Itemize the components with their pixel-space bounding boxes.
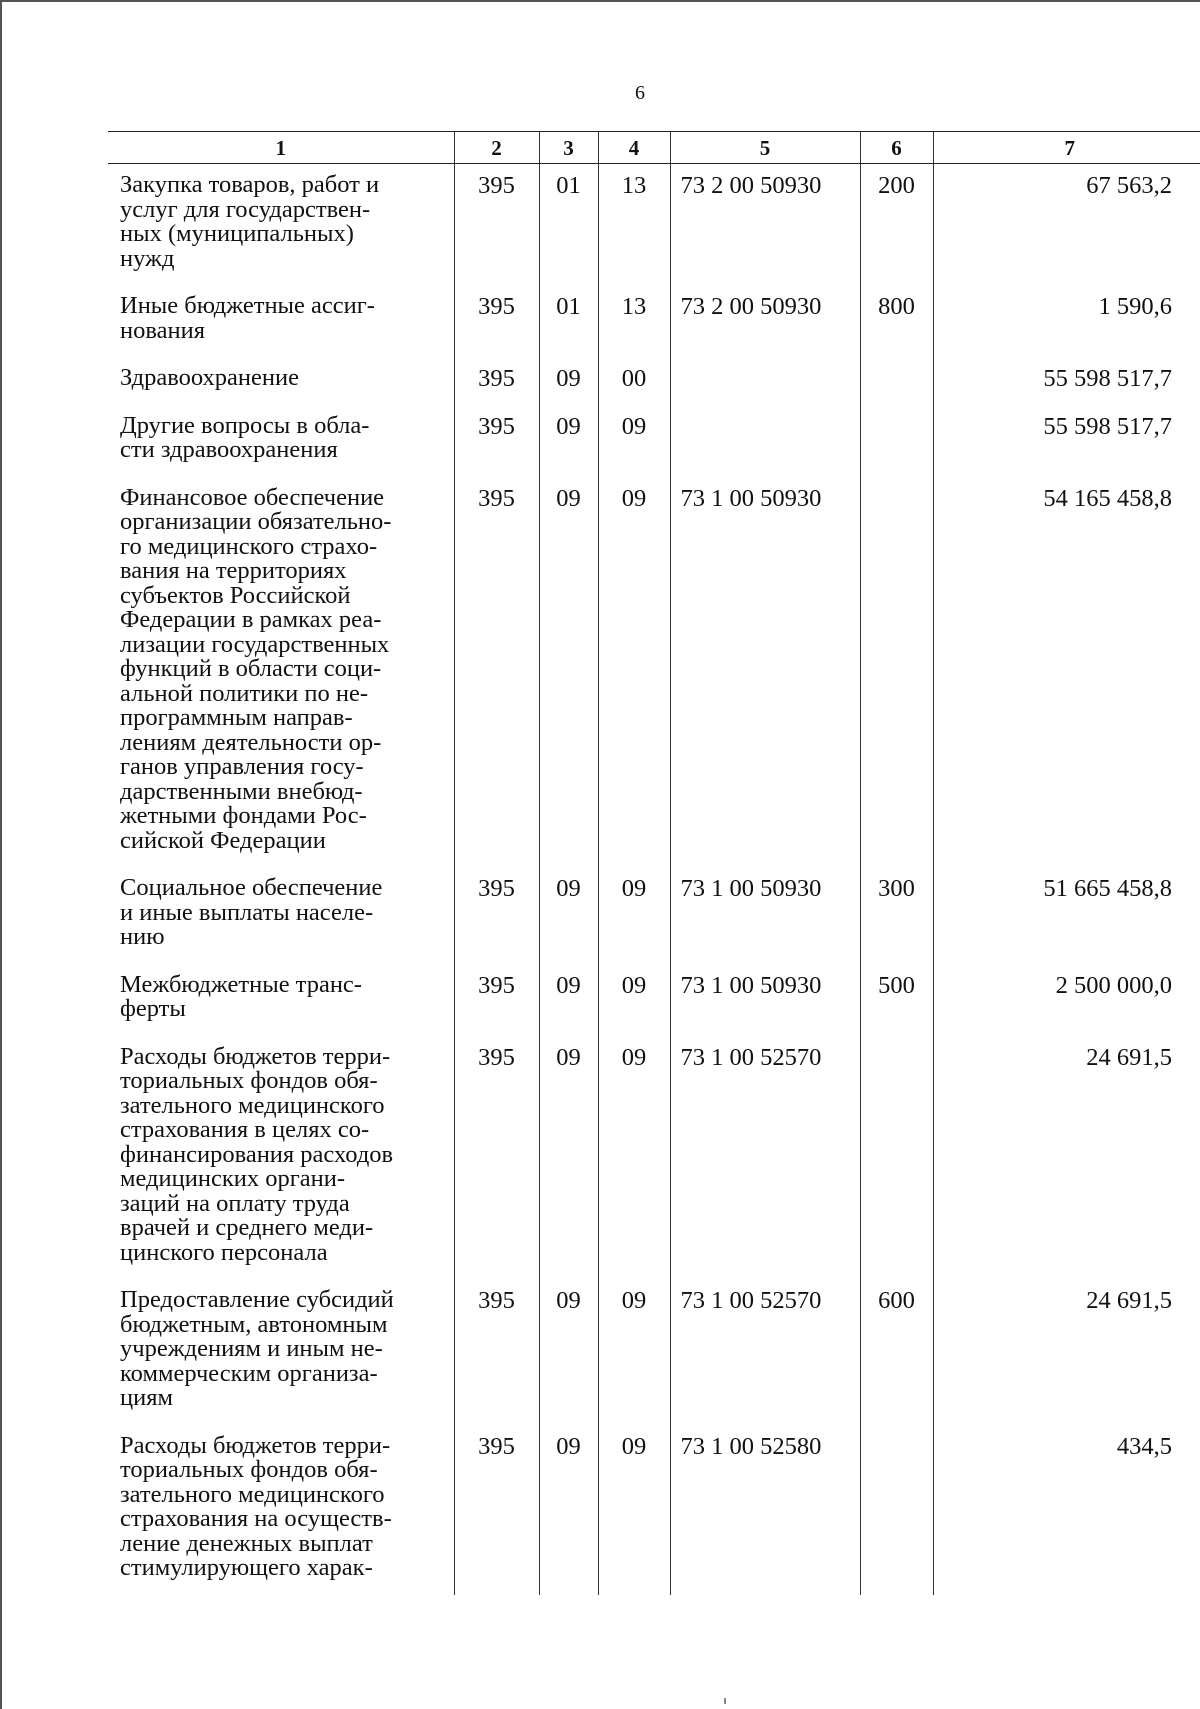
amount-value: 55 598 517,7 xyxy=(933,405,1200,477)
amount-value: 67 563,2 xyxy=(933,164,1200,286)
amount-value: 24 691,5 xyxy=(933,1036,1200,1280)
row-name: Другие вопросы в обла- сти здравоохранения xyxy=(120,411,370,463)
row-name-cell xyxy=(108,1279,454,1425)
amount-value: 55 598 517,7 xyxy=(933,357,1200,405)
row-name: Закупка товаров, работ и услуг для государствен- ных (муниципальных) нужд xyxy=(120,171,380,272)
row-name: Здравоохранение xyxy=(120,364,300,391)
header-col-2: 2 xyxy=(454,132,539,164)
row-name-cell xyxy=(108,867,454,964)
target-code: 73 1 00 52580 xyxy=(670,1425,860,1595)
section-code: 09 xyxy=(539,1036,598,1280)
page-number: 6 xyxy=(635,82,645,104)
row-name-cell xyxy=(108,964,454,1036)
row-name: Предоставление субсидий бюджетным, автономным учреждениям и иным не- коммерческим организа- циям xyxy=(120,1286,394,1411)
row-name-cell xyxy=(108,1036,454,1280)
row-name-cell xyxy=(108,405,454,477)
table-row xyxy=(108,867,1200,964)
section-code: 09 xyxy=(539,405,598,477)
subsection-code: 09 xyxy=(598,867,670,964)
target-code xyxy=(670,357,860,405)
subsection-code: 09 xyxy=(598,1425,670,1595)
kind-code xyxy=(860,405,933,477)
row-name-cell xyxy=(108,1425,454,1595)
header-col-5: 5 xyxy=(670,132,860,164)
amount-value: 1 590,6 xyxy=(933,285,1200,357)
section-code: 09 xyxy=(539,357,598,405)
table-row xyxy=(108,1279,1200,1425)
subsection-code: 00 xyxy=(598,357,670,405)
scan-edge-top xyxy=(0,0,1200,2)
ministry-code: 395 xyxy=(454,357,539,405)
row-name: Межбюджетные транс- ферты xyxy=(120,970,362,1022)
header-col-1: 1 xyxy=(108,132,454,164)
target-code: 73 2 00 50930 xyxy=(670,164,860,286)
target-code xyxy=(670,405,860,477)
row-name: Финансовое обеспечение организации обязательно- го медицинского страхо- вания на территориях субъектов Российской Федерации в рамках реа- лизации государственных функций в области соци- альной политики по не- программным направ- лениям деятельности ор- ганов управления госу- дарственными внебюд- жетными фондами Рос- сийской Федерации xyxy=(120,483,392,854)
budget-table xyxy=(108,131,1200,1595)
row-name: Расходы бюджетов терри- ториальных фондов обя- зательного медицинского страхования на осуществ- ление денежных выплат стимулирующего харак- xyxy=(120,1431,392,1581)
amount-value: 434,5 xyxy=(933,1425,1200,1595)
section-code: 09 xyxy=(539,1425,598,1595)
subsection-code: 13 xyxy=(598,285,670,357)
budget-table-container xyxy=(108,131,1200,1595)
row-name: Социальное обеспечение и иные выплаты населе- нию xyxy=(120,874,383,950)
amount-value: 2 500 000,0 xyxy=(933,964,1200,1036)
kind-code xyxy=(860,357,933,405)
kind-code: 800 xyxy=(860,285,933,357)
section-code: 09 xyxy=(539,1279,598,1425)
table-row xyxy=(108,1425,1200,1595)
ministry-code: 395 xyxy=(454,477,539,868)
amount-value: 24 691,5 xyxy=(933,1279,1200,1425)
kind-code xyxy=(860,1425,933,1595)
header-col-3: 3 xyxy=(539,132,598,164)
subsection-code: 09 xyxy=(598,1279,670,1425)
table-row xyxy=(108,357,1200,405)
amount-value: 54 165 458,8 xyxy=(933,477,1200,868)
subsection-code: 09 xyxy=(598,477,670,868)
kind-code: 500 xyxy=(860,964,933,1036)
ministry-code: 395 xyxy=(454,1279,539,1425)
table-row xyxy=(108,405,1200,477)
kind-code: 600 xyxy=(860,1279,933,1425)
target-code: 73 2 00 50930 xyxy=(670,285,860,357)
kind-code: 300 xyxy=(860,867,933,964)
target-code: 73 1 00 52570 xyxy=(670,1036,860,1280)
ministry-code: 395 xyxy=(454,964,539,1036)
subsection-code: 09 xyxy=(598,405,670,477)
header-col-4: 4 xyxy=(598,132,670,164)
ministry-code: 395 xyxy=(454,867,539,964)
header-row xyxy=(108,132,1200,164)
target-code: 73 1 00 50930 xyxy=(670,477,860,868)
table-row xyxy=(108,1036,1200,1280)
ministry-code: 395 xyxy=(454,285,539,357)
table-row xyxy=(108,477,1200,868)
row-name: Иные бюджетные ассиг- нования xyxy=(120,292,375,344)
scan-mark xyxy=(724,1698,726,1704)
table-row xyxy=(108,285,1200,357)
row-name-cell xyxy=(108,477,454,868)
row-name-cell xyxy=(108,357,454,405)
target-code: 73 1 00 50930 xyxy=(670,964,860,1036)
kind-code xyxy=(860,477,933,868)
section-code: 01 xyxy=(539,164,598,286)
table-row xyxy=(108,164,1200,286)
kind-code xyxy=(860,1036,933,1280)
subsection-code: 09 xyxy=(598,1036,670,1280)
row-name-cell xyxy=(108,164,454,286)
target-code: 73 1 00 50930 xyxy=(670,867,860,964)
section-code: 01 xyxy=(539,285,598,357)
table-row xyxy=(108,964,1200,1036)
subsection-code: 09 xyxy=(598,964,670,1036)
ministry-code: 395 xyxy=(454,164,539,286)
ministry-code: 395 xyxy=(454,405,539,477)
ministry-code: 395 xyxy=(454,1036,539,1280)
section-code: 09 xyxy=(539,867,598,964)
target-code: 73 1 00 52570 xyxy=(670,1279,860,1425)
row-name-cell xyxy=(108,285,454,357)
table-body xyxy=(108,164,1200,1595)
section-code: 09 xyxy=(539,964,598,1036)
subsection-code: 13 xyxy=(598,164,670,286)
header-col-6: 6 xyxy=(860,132,933,164)
header-col-7: 7 xyxy=(933,132,1200,164)
kind-code: 200 xyxy=(860,164,933,286)
amount-value: 51 665 458,8 xyxy=(933,867,1200,964)
row-name: Расходы бюджетов терри- ториальных фондов обя- зательного медицинского страхования в целях со- финансирования расходов медицинских органи- заций на оплату труда врачей и среднего меди- цинского персонала xyxy=(120,1042,394,1266)
ministry-code: 395 xyxy=(454,1425,539,1595)
table-header xyxy=(108,132,1200,164)
scan-edge-left xyxy=(0,0,2,1709)
section-code: 09 xyxy=(539,477,598,868)
